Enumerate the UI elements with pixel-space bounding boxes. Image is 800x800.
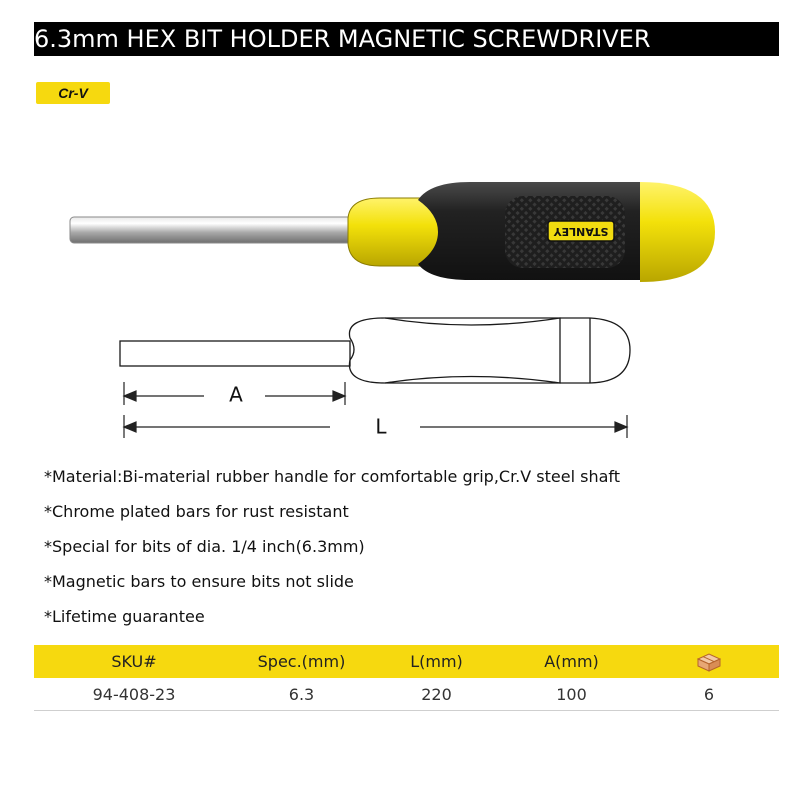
header-sku: SKU# [34,645,234,678]
spec-table [34,645,779,711]
material-badge: Cr-V [36,82,110,104]
outline-handle [349,318,560,383]
outline-handle-upper [385,318,560,325]
outline-drawing [120,318,630,383]
feature-item: *Magnetic bars to ensure bits not slide [44,572,354,591]
feature-item: *Lifetime guarantee [44,607,205,626]
shaft [70,217,360,243]
box-icon [696,652,722,672]
outline-end-cap [560,318,630,383]
cell-a: 100 [504,678,639,711]
title-bar [34,22,779,56]
yellow-end-cap [640,182,715,282]
feature-list [44,466,764,641]
feature-item: *Material:Bi-material rubber handle for comfortable grip,Cr.V steel shaft [44,467,621,486]
page-title: 6.3mm HEX BIT HOLDER MAGNETIC SCREWDRIVER [34,25,651,53]
header-a: A(mm) [504,645,639,678]
dimension-l-label: L [375,414,387,439]
header-l: L(mm) [369,645,504,678]
dimension-a-label: A [229,382,243,407]
table-row [34,678,779,711]
outline-shaft [120,341,350,366]
spec-table-header [34,645,779,678]
screwdriver-photo [70,182,715,282]
brand-mark: STANLEY [553,225,609,238]
header-spec: Spec.(mm) [234,645,369,678]
feature-item: *Special for bits of dia. 1/4 inch(6.3mm) [44,537,365,556]
cell-sku: 94-408-23 [34,678,234,711]
header-quantity [639,645,779,678]
cell-quantity: 6 [639,678,779,711]
outline-handle-lower [385,377,560,384]
feature-item: *Chrome plated bars for rust resistant [44,502,349,521]
cell-spec: 6.3 [234,678,369,711]
product-illustration [0,160,800,450]
cell-l: 220 [369,678,504,711]
